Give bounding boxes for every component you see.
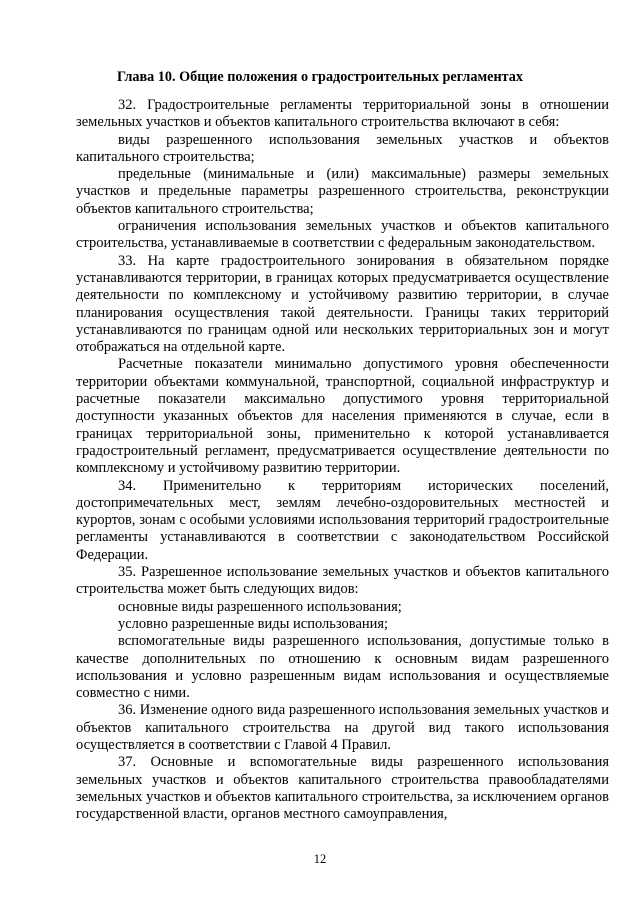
list-item-conditional-uses: условно разрешенные виды использования; bbox=[118, 615, 389, 632]
list-item-use-restrictions: ограничения использования земельных участков и объектов капитального строительства, устанавливаемые в соответствии с федеральным законодательством. bbox=[76, 218, 609, 252]
document-body bbox=[76, 97, 609, 823]
page-number: 12 bbox=[313, 852, 327, 866]
paragraph-34: 34. Применительно к территориям исторических поселений, достопримечательных мест, землям лечебно-оздоровительных местностей и курортов, зонам с особыми условиями использования территорий градостроительные регламенты устанавливаются в соответствии с законодательством Российской Федерации. bbox=[76, 477, 609, 563]
paragraph-32: 32. Градостроительные регламенты территориальной зоны в отношении земельных участков и объектов капитального строительства включают в себя: bbox=[76, 97, 609, 131]
paragraph-36: 36. Изменение одного вида разрешенного использования земельных участков и объектов капитального строительства на другой вид такого использования осуществляется в соответствии с Главой 4 Правил. bbox=[76, 702, 609, 753]
list-item-main-uses: основные виды разрешенного использования; bbox=[118, 598, 402, 615]
paragraph-37: 37. Основные и вспомогательные виды разрешенного использования земельных участков и объектов капитального строительства правообладателями земельных участков и объектов капитального строительства, за исключением органов государственной власти, органов местного самоуправления, bbox=[76, 754, 609, 823]
list-item-auxiliary-uses: вспомогательные виды разрешенного использования, допустимые только в качестве дополнительных по отношению к основным видам разрешенного использования и условно разрешенным видам использования и осуществляемые совместно с ними. bbox=[76, 633, 609, 702]
paragraph-35: 35. Разрешенное использование земельных участков и объектов капитального строительства может быть следующих видов: bbox=[76, 564, 609, 598]
list-item-permitted-uses: виды разрешенного использования земельных участков и объектов капитального строительства; bbox=[76, 131, 609, 165]
paragraph-33: 33. На карте градостроительного зонирования в обязательном порядке устанавливаются территории, в границах которых предусматривается осуществление деятельности по комплексному и устойчивому развитию территории, в случае планирования осуществления такой деятельности. Границы таких территорий устанавливаются по границам одной или нескольких территориальных зон и могут отображаться на отдельной карте. bbox=[76, 252, 609, 356]
paragraph-calculation-indicators: Расчетные показатели минимально допустимого уровня обеспеченности территории объектами коммунальной, транспортной, социальной инфраструктур и расчетные показатели максимально допустимого уровня территориальной доступности указанных объектов для населения применяются в случае, если в границах территориальной зоны, применительно к которой устанавливается градостроительный регламент, предусматривается осуществление деятельности по комплексному и устойчивому развитию территории. bbox=[76, 356, 609, 477]
list-item-size-limits: предельные (минимальные и (или) максимальные) размеры земельных участков и предельные параметры разрешенного строительства, реконструкции объектов капитального строительства; bbox=[76, 166, 609, 217]
chapter-heading: Глава 10. Общие положения о градостроительных регламентах bbox=[117, 69, 523, 85]
